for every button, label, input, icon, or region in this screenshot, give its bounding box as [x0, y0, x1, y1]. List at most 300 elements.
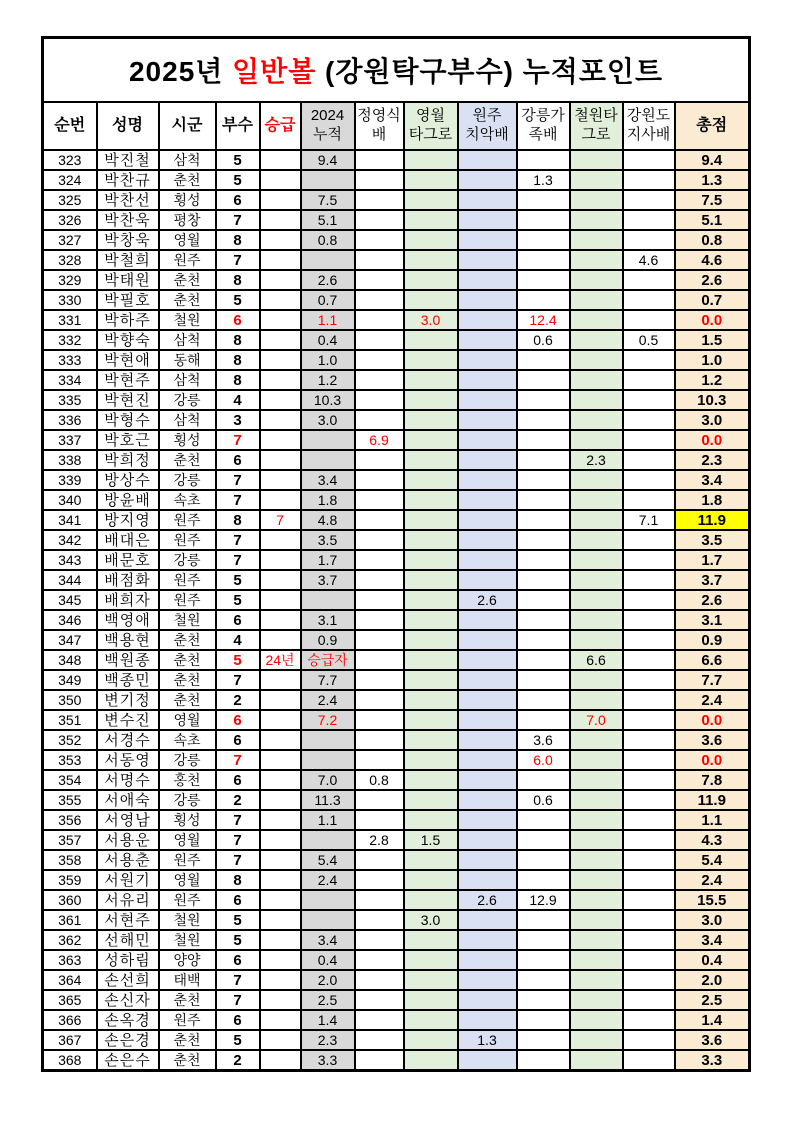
cell-total: 1.7 — [675, 550, 750, 570]
table-row — [43, 950, 750, 970]
cell-y2024: 3.5 — [301, 530, 355, 550]
cell-gn — [517, 570, 570, 590]
cell-gwd — [623, 630, 675, 650]
cell-name: 서용춘 — [97, 850, 159, 870]
cell-wj — [458, 650, 517, 670]
table-row — [43, 150, 750, 170]
col-header-cw: 철원타 그로 — [570, 102, 623, 150]
cell-city: 횡성 — [159, 190, 216, 210]
cell-wj — [458, 390, 517, 410]
cell-gwd: 7.1 — [623, 510, 675, 530]
cell-total: 7.7 — [675, 670, 750, 690]
cell-div: 5 — [216, 590, 260, 610]
cell-jys — [355, 150, 404, 170]
cell-wj — [458, 730, 517, 750]
cell-cw — [570, 210, 623, 230]
cell-total: 1.8 — [675, 490, 750, 510]
cell-total: 9.4 — [675, 150, 750, 170]
cell-y2024: 7.2 — [301, 710, 355, 730]
cell-yw — [404, 390, 458, 410]
cell-yw: 1.5 — [404, 830, 458, 850]
cell-y2024: 0.9 — [301, 630, 355, 650]
cell-div: 6 — [216, 730, 260, 750]
cell-y2024: 5.1 — [301, 210, 355, 230]
cell-gn — [517, 830, 570, 850]
cell-no: 346 — [43, 610, 97, 630]
cell-name: 박철희 — [97, 250, 159, 270]
cell-wj — [458, 190, 517, 210]
cell-total: 2.6 — [675, 590, 750, 610]
cell-total: 1.0 — [675, 350, 750, 370]
cell-cw — [570, 670, 623, 690]
cell-name: 박태원 — [97, 270, 159, 290]
cell-yw — [404, 570, 458, 590]
cell-name: 배문호 — [97, 550, 159, 570]
cell-promo — [260, 850, 301, 870]
cell-gn — [517, 1030, 570, 1050]
cell-gwd — [623, 830, 675, 850]
cell-name: 박필호 — [97, 290, 159, 310]
table-row — [43, 450, 750, 470]
table-row — [43, 890, 750, 910]
cell-yw — [404, 210, 458, 230]
cell-gwd — [623, 450, 675, 470]
cell-yw — [404, 610, 458, 630]
cell-name: 손옥경 — [97, 1010, 159, 1030]
cell-city: 원주 — [159, 890, 216, 910]
cell-no: 356 — [43, 810, 97, 830]
cell-cw — [570, 390, 623, 410]
cell-jys — [355, 910, 404, 930]
cell-promo — [260, 630, 301, 650]
cell-cw — [570, 750, 623, 770]
cell-promo — [260, 1030, 301, 1050]
cell-yw — [404, 990, 458, 1010]
cell-gwd — [623, 430, 675, 450]
cell-wj — [458, 910, 517, 930]
cell-div: 4 — [216, 390, 260, 410]
cell-gn: 0.6 — [517, 330, 570, 350]
table-row — [43, 870, 750, 890]
cell-div: 5 — [216, 170, 260, 190]
cell-gwd — [623, 170, 675, 190]
cell-no: 352 — [43, 730, 97, 750]
cell-gwd — [623, 550, 675, 570]
cell-promo — [260, 870, 301, 890]
cell-div: 5 — [216, 150, 260, 170]
cell-gn — [517, 390, 570, 410]
cell-wj — [458, 450, 517, 470]
cell-yw — [404, 1050, 458, 1071]
cell-name: 방윤배 — [97, 490, 159, 510]
cell-name: 서현주 — [97, 910, 159, 930]
cell-name: 박찬규 — [97, 170, 159, 190]
cell-yw — [404, 1030, 458, 1050]
cell-wj — [458, 510, 517, 530]
col-header-promo: 승급 — [260, 102, 301, 150]
cell-gwd — [623, 810, 675, 830]
cell-name: 박찬욱 — [97, 210, 159, 230]
cell-city: 원주 — [159, 850, 216, 870]
cell-gwd — [623, 530, 675, 550]
cell-cw — [570, 250, 623, 270]
cell-no: 331 — [43, 310, 97, 330]
cell-yw — [404, 690, 458, 710]
cell-wj — [458, 270, 517, 290]
table-row — [43, 970, 750, 990]
cell-y2024: 2.0 — [301, 970, 355, 990]
table-row — [43, 470, 750, 490]
cell-gwd — [623, 930, 675, 950]
cell-wj — [458, 150, 517, 170]
cell-y2024: 7.0 — [301, 770, 355, 790]
cell-name: 백영애 — [97, 610, 159, 630]
cell-y2024: 1.7 — [301, 550, 355, 570]
cell-total: 0.0 — [675, 710, 750, 730]
cell-gn — [517, 430, 570, 450]
cell-no: 358 — [43, 850, 97, 870]
cell-total: 3.0 — [675, 410, 750, 430]
cell-no: 335 — [43, 390, 97, 410]
cell-name: 손은경 — [97, 1030, 159, 1050]
cell-total: 1.5 — [675, 330, 750, 350]
cell-div: 4 — [216, 630, 260, 650]
header-row — [43, 102, 750, 150]
cell-gwd — [623, 490, 675, 510]
cell-city: 원주 — [159, 570, 216, 590]
cell-city: 횡성 — [159, 430, 216, 450]
table-row — [43, 190, 750, 210]
cell-gwd — [623, 850, 675, 870]
cell-cw — [570, 170, 623, 190]
table-row — [43, 270, 750, 290]
cell-no: 360 — [43, 890, 97, 910]
cell-yw — [404, 850, 458, 870]
cell-gwd — [623, 1030, 675, 1050]
cell-name: 백원종 — [97, 650, 159, 670]
cell-wj — [458, 530, 517, 550]
cell-no: 344 — [43, 570, 97, 590]
cell-gn — [517, 450, 570, 470]
cell-gwd — [623, 790, 675, 810]
cell-cw — [570, 370, 623, 390]
cell-total: 0.0 — [675, 430, 750, 450]
table-row — [43, 490, 750, 510]
cell-name: 박진철 — [97, 150, 159, 170]
cell-yw — [404, 450, 458, 470]
cell-div: 6 — [216, 710, 260, 730]
cell-city: 원주 — [159, 530, 216, 550]
cell-wj — [458, 210, 517, 230]
cell-promo — [260, 310, 301, 330]
cell-no: 355 — [43, 790, 97, 810]
cell-promo — [260, 830, 301, 850]
cell-yw — [404, 730, 458, 750]
cell-yw — [404, 350, 458, 370]
cell-y2024: 2.3 — [301, 1030, 355, 1050]
cell-total: 0.4 — [675, 950, 750, 970]
col-header-name: 성명 — [97, 102, 159, 150]
cell-city: 강릉 — [159, 790, 216, 810]
col-header-jys: 정영식 배 — [355, 102, 404, 150]
cell-yw — [404, 930, 458, 950]
cell-cw: 7.0 — [570, 710, 623, 730]
cell-y2024: 3.0 — [301, 410, 355, 430]
cell-city: 강릉 — [159, 390, 216, 410]
cell-no: 341 — [43, 510, 97, 530]
cell-cw — [570, 1030, 623, 1050]
cell-cw — [570, 550, 623, 570]
cell-gwd — [623, 410, 675, 430]
cell-gwd — [623, 730, 675, 750]
cell-gn — [517, 690, 570, 710]
cell-total: 3.4 — [675, 930, 750, 950]
cell-gn — [517, 210, 570, 230]
cell-city: 양양 — [159, 950, 216, 970]
cell-div: 7 — [216, 970, 260, 990]
cell-div: 8 — [216, 330, 260, 350]
cell-gn — [517, 590, 570, 610]
cell-name: 박찬선 — [97, 190, 159, 210]
cell-city: 춘천 — [159, 170, 216, 190]
cell-promo — [260, 750, 301, 770]
cell-wj: 2.6 — [458, 890, 517, 910]
cell-name: 박창욱 — [97, 230, 159, 250]
cell-no: 336 — [43, 410, 97, 430]
cell-no: 339 — [43, 470, 97, 490]
cell-city: 횡성 — [159, 810, 216, 830]
cell-jys — [355, 330, 404, 350]
cell-cw — [570, 890, 623, 910]
cell-gwd — [623, 570, 675, 590]
cell-gn — [517, 270, 570, 290]
cell-jys — [355, 950, 404, 970]
cell-jys: 0.8 — [355, 770, 404, 790]
cell-total: 2.4 — [675, 690, 750, 710]
cell-jys — [355, 190, 404, 210]
cell-name: 방상수 — [97, 470, 159, 490]
cell-gn — [517, 530, 570, 550]
cell-yw — [404, 430, 458, 450]
cell-jys — [355, 270, 404, 290]
cell-promo — [260, 290, 301, 310]
cell-name: 서용운 — [97, 830, 159, 850]
title-suffix: (강원탁구부수) 누적포인트 — [316, 56, 664, 87]
cell-jys — [355, 210, 404, 230]
cell-div: 7 — [216, 470, 260, 490]
cell-y2024: 1.1 — [301, 810, 355, 830]
cell-cw — [570, 930, 623, 950]
cell-div: 7 — [216, 830, 260, 850]
cell-jys — [355, 590, 404, 610]
cell-cw — [570, 530, 623, 550]
cell-gwd: 4.6 — [623, 250, 675, 270]
cell-yw: 3.0 — [404, 310, 458, 330]
cell-y2024 — [301, 430, 355, 450]
cell-gn — [517, 630, 570, 650]
cell-cw — [570, 510, 623, 530]
col-header-y2024: 2024 누적 — [301, 102, 355, 150]
cell-yw — [404, 870, 458, 890]
table-row — [43, 1010, 750, 1030]
cell-promo — [260, 450, 301, 470]
cell-wj — [458, 230, 517, 250]
cell-gn — [517, 470, 570, 490]
table-row — [43, 390, 750, 410]
col-header-city: 시군 — [159, 102, 216, 150]
cell-city: 삼척 — [159, 150, 216, 170]
cell-gn — [517, 610, 570, 630]
cell-no: 338 — [43, 450, 97, 470]
cell-div: 7 — [216, 670, 260, 690]
table-row — [43, 690, 750, 710]
cell-promo — [260, 270, 301, 290]
cell-jys — [355, 650, 404, 670]
table-row — [43, 910, 750, 930]
cell-div: 7 — [216, 810, 260, 830]
cell-jys — [355, 490, 404, 510]
cell-jys — [355, 990, 404, 1010]
cell-gwd — [623, 750, 675, 770]
cell-gwd — [623, 190, 675, 210]
cell-name: 서경수 — [97, 730, 159, 750]
cell-cw — [570, 630, 623, 650]
cell-gn — [517, 490, 570, 510]
cell-yw — [404, 530, 458, 550]
cell-jys — [355, 230, 404, 250]
cell-gn — [517, 150, 570, 170]
cell-name: 박호근 — [97, 430, 159, 450]
cell-y2024: 7.5 — [301, 190, 355, 210]
cell-total: 3.6 — [675, 1030, 750, 1050]
cell-jys — [355, 750, 404, 770]
cell-y2024: 10.3 — [301, 390, 355, 410]
cell-y2024 — [301, 730, 355, 750]
cell-jys — [355, 170, 404, 190]
cell-promo — [260, 250, 301, 270]
cell-city: 춘천 — [159, 1050, 216, 1071]
cell-promo — [260, 770, 301, 790]
cell-total: 7.5 — [675, 190, 750, 210]
cell-wj — [458, 950, 517, 970]
cell-div: 7 — [216, 430, 260, 450]
cell-city: 춘천 — [159, 690, 216, 710]
cell-jys — [355, 730, 404, 750]
cell-gn — [517, 410, 570, 430]
cell-gwd — [623, 1050, 675, 1071]
cell-div: 7 — [216, 490, 260, 510]
cell-total: 3.1 — [675, 610, 750, 630]
cell-jys — [355, 970, 404, 990]
cell-cw — [570, 270, 623, 290]
cell-cw — [570, 870, 623, 890]
cell-yw — [404, 170, 458, 190]
cell-div: 5 — [216, 930, 260, 950]
cell-wj — [458, 630, 517, 650]
cell-gwd — [623, 230, 675, 250]
cell-yw: 3.0 — [404, 910, 458, 930]
cell-cw — [570, 190, 623, 210]
title-row — [43, 38, 750, 103]
cell-city: 원주 — [159, 250, 216, 270]
cell-promo — [260, 490, 301, 510]
cell-jys — [355, 410, 404, 430]
cell-city: 평창 — [159, 210, 216, 230]
cell-name: 박하주 — [97, 310, 159, 330]
cell-gwd: 0.5 — [623, 330, 675, 350]
cell-div: 7 — [216, 990, 260, 1010]
cell-total: 0.0 — [675, 750, 750, 770]
cell-div: 7 — [216, 850, 260, 870]
cell-no: 337 — [43, 430, 97, 450]
cell-yw — [404, 790, 458, 810]
cell-cw — [570, 430, 623, 450]
cell-yw — [404, 410, 458, 430]
cell-promo — [260, 330, 301, 350]
cell-gn: 12.9 — [517, 890, 570, 910]
cell-cw — [570, 470, 623, 490]
cell-no: 349 — [43, 670, 97, 690]
cell-wj: 2.6 — [458, 590, 517, 610]
cell-gwd — [623, 710, 675, 730]
page-title — [43, 38, 750, 103]
cell-gn — [517, 370, 570, 390]
cell-gn — [517, 230, 570, 250]
cell-name: 변기정 — [97, 690, 159, 710]
cell-wj — [458, 170, 517, 190]
cell-div: 7 — [216, 250, 260, 270]
cell-no: 366 — [43, 1010, 97, 1030]
cell-cw: 2.3 — [570, 450, 623, 470]
cell-jys — [355, 710, 404, 730]
cell-div: 8 — [216, 230, 260, 250]
cell-div: 7 — [216, 210, 260, 230]
cell-gn — [517, 550, 570, 570]
cell-yw — [404, 250, 458, 270]
cell-promo — [260, 570, 301, 590]
cell-div: 6 — [216, 770, 260, 790]
cell-promo — [260, 430, 301, 450]
cell-y2024 — [301, 250, 355, 270]
cell-y2024: 0.4 — [301, 330, 355, 350]
cell-city: 춘천 — [159, 650, 216, 670]
cell-yw — [404, 950, 458, 970]
cell-promo — [260, 1010, 301, 1030]
cell-div: 2 — [216, 790, 260, 810]
cell-wj — [458, 410, 517, 430]
cell-cw — [570, 990, 623, 1010]
cell-cw — [570, 1050, 623, 1071]
table-row — [43, 810, 750, 830]
cell-wj — [458, 770, 517, 790]
cell-div: 3 — [216, 410, 260, 430]
cell-gwd — [623, 910, 675, 930]
cell-total: 6.6 — [675, 650, 750, 670]
cell-div: 5 — [216, 290, 260, 310]
cell-name: 배점화 — [97, 570, 159, 590]
cell-wj — [458, 710, 517, 730]
table-row — [43, 350, 750, 370]
table-row — [43, 410, 750, 430]
cell-promo — [260, 790, 301, 810]
cell-cw — [570, 850, 623, 870]
cell-div: 8 — [216, 270, 260, 290]
cell-wj — [458, 550, 517, 570]
cell-no: 328 — [43, 250, 97, 270]
cell-no: 330 — [43, 290, 97, 310]
cell-wj — [458, 930, 517, 950]
cell-y2024: 9.4 — [301, 150, 355, 170]
